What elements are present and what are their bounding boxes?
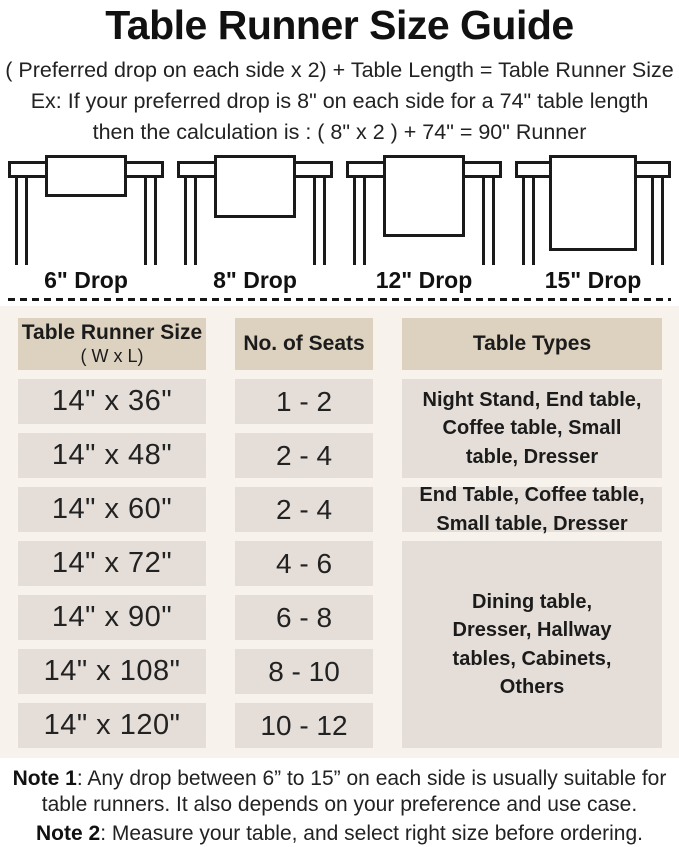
- drop-label: 8" Drop: [213, 267, 297, 293]
- note-1-label: Note 1: [12, 767, 77, 790]
- header-seats: No. of Seats: [235, 318, 373, 370]
- example-line-2: then the calculation is : ( 8" x 2 ) + 74" = 90" Runner: [92, 120, 587, 144]
- header-runner-size: [18, 318, 206, 370]
- seats-cell: 10 - 12: [235, 703, 373, 748]
- dashed-divider: [8, 298, 671, 301]
- size-cell: 14" x 36": [18, 379, 206, 424]
- drop-label: 12" Drop: [375, 267, 473, 293]
- table-runner-diagram-15in: [513, 153, 673, 265]
- seats-cell: 4 - 6: [235, 541, 373, 586]
- table-leg-icon: [482, 178, 495, 265]
- formula-text: ( Preferred drop on each side x 2) + Table Length = Table Runner Size: [5, 58, 674, 82]
- table-leg-icon: [353, 178, 366, 265]
- header-runner-size-subtitle: ( W x L): [80, 346, 144, 366]
- table-types-cell: Night Stand, End table, Coffee table, Small table, Dresser: [402, 379, 662, 478]
- seats-cell: 1 - 2: [235, 379, 373, 424]
- drop-diagrams: [0, 153, 679, 265]
- size-cell: 14" x 60": [18, 487, 206, 532]
- table-runner-diagram-12in: [344, 153, 504, 265]
- notes-section: [0, 766, 679, 847]
- table-leg-icon: [144, 178, 157, 265]
- table-leg-icon: [184, 178, 197, 265]
- example-line-1: Ex: If your preferred drop is 8" on each side for a 74" table length: [30, 89, 649, 113]
- note-1-text: : Any drop between 6” to 15” on each side is usually suitable for table runners. It also depends on your preference and use case.: [41, 767, 667, 817]
- table-types-cell: End Table, Coffee table, Small table, Dresser: [402, 487, 662, 532]
- drop-labels-row: [0, 267, 679, 294]
- header-table-types: Table Types: [402, 318, 662, 370]
- page-title: Table Runner Size Guide: [105, 2, 574, 48]
- runner-drape-icon: [383, 155, 465, 237]
- seats-cell: 6 - 8: [235, 595, 373, 640]
- runner-drape-icon: [214, 155, 296, 218]
- note-1: [2, 766, 677, 819]
- table-types-cell: Dining table, Dresser, Hallway tables, Cabinets, Others: [402, 541, 662, 748]
- table-leg-icon: [651, 178, 664, 265]
- table-leg-icon: [313, 178, 326, 265]
- runner-drape-icon: [45, 155, 127, 197]
- seats-cell: 2 - 4: [235, 487, 373, 532]
- size-cell: 14" x 90": [18, 595, 206, 640]
- size-cell: 14" x 72": [18, 541, 206, 586]
- size-cell: 14" x 120": [18, 703, 206, 748]
- size-cell: 14" x 108": [18, 649, 206, 694]
- note-2-label: Note 2: [36, 821, 101, 845]
- runner-drape-icon: [549, 155, 637, 251]
- table-leg-icon: [522, 178, 535, 265]
- seats-cell: 2 - 4: [235, 433, 373, 478]
- size-guide-table: [0, 306, 679, 758]
- drop-label: 15" Drop: [544, 267, 642, 293]
- table-runner-diagram-6in: [6, 153, 166, 265]
- table-leg-icon: [15, 178, 28, 265]
- header-runner-size-title: Table Runner Size: [21, 321, 203, 344]
- note-2-text: : Measure your table, and select right size before ordering.: [100, 821, 643, 845]
- size-cell: 14" x 48": [18, 433, 206, 478]
- drop-label: 6" Drop: [44, 267, 128, 293]
- table-runner-diagram-8in: [175, 153, 335, 265]
- note-2: [2, 821, 677, 847]
- seats-cell: 8 - 10: [235, 649, 373, 694]
